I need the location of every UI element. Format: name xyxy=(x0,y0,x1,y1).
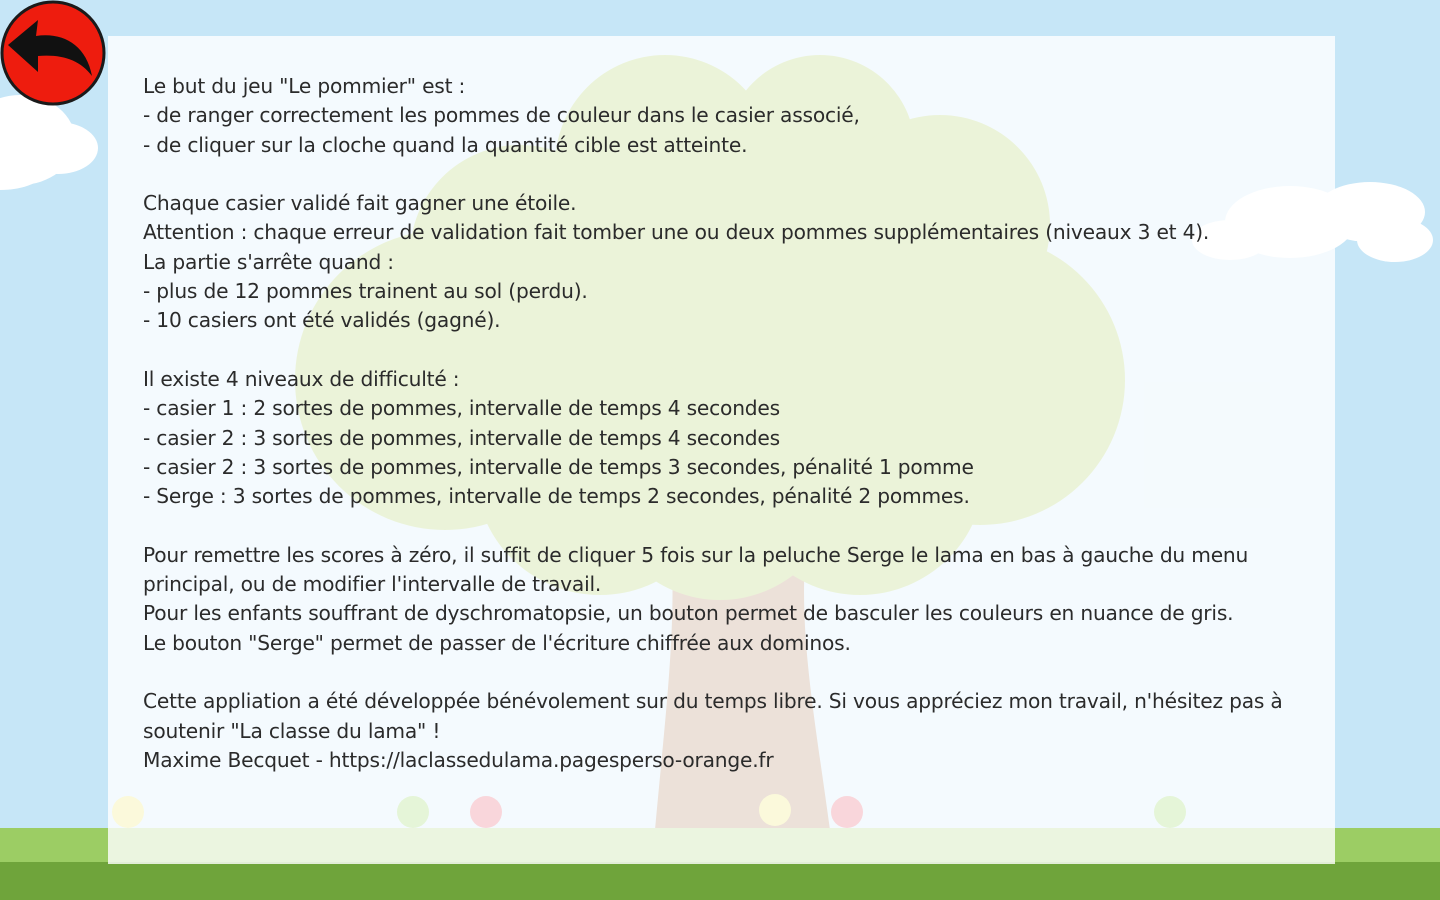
help-line: - casier 1 : 2 sortes de pommes, intervalle de temps 4 secondes xyxy=(143,396,780,421)
help-line: Le bouton "Serge" permet de passer de l'écriture chiffrée aux dominos. xyxy=(143,630,851,655)
help-line: Attention : chaque erreur de validation fait tomber une ou deux pommes supplémentaires (niveaux 3 et 4). xyxy=(143,220,1210,245)
help-line: - casier 2 : 3 sortes de pommes, intervalle de temps 4 secondes xyxy=(143,425,780,450)
help-line: - de cliquer sur la cloche quand la quantité cible est atteinte. xyxy=(143,132,748,157)
help-line: - de ranger correctement les pommes de couleur dans le casier associé, xyxy=(143,103,860,128)
help-text xyxy=(143,72,1303,775)
help-line: Pour les enfants souffrant de dyschromatopsie, un bouton permet de basculer les couleurs en nuance de gris. xyxy=(143,601,1234,626)
help-blank-line xyxy=(143,336,1303,365)
help-blank-line xyxy=(143,511,1303,540)
cloud-left xyxy=(0,95,98,190)
grass-strip-dark xyxy=(0,862,1440,900)
help-blank-line xyxy=(143,160,1303,189)
back-button[interactable] xyxy=(0,0,106,106)
help-line: - Serge : 3 sortes de pommes, intervalle de temps 2 secondes, pénalité 2 pommes. xyxy=(143,484,970,509)
help-line: Cette appliation a été développée bénévolement sur du temps libre. Si vous appréciez mon travail, n'hésitez pas à soutenir "La classe du lama" ! xyxy=(143,689,1283,743)
help-line: Le but du jeu "Le pommier" est : xyxy=(143,74,466,98)
help-line: Pour remettre les scores à zéro, il suffit de cliquer 5 fois sur la peluche Serge le lama en bas à gauche du menu principal, ou de modifier l'intervalle de travail. xyxy=(143,542,1249,597)
help-line: Chaque casier validé fait gagner une étoile. xyxy=(143,191,577,216)
help-line: - 10 casiers ont été validés (gagné). xyxy=(143,308,501,333)
help-line: La partie s'arrête quand : xyxy=(143,249,394,274)
undo-arrow-icon xyxy=(0,0,106,106)
help-line: Il existe 4 niveaux de difficulté : xyxy=(143,366,460,391)
help-line: Maxime Becquet - https://laclassedulama.pagesperso-orange.fr xyxy=(143,747,774,772)
help-line: - plus de 12 pommes trainent au sol (perdu). xyxy=(143,279,588,304)
help-line: - casier 2 : 3 sortes de pommes, intervalle de temps 3 secondes, pénalité 1 pomme xyxy=(143,454,974,479)
help-blank-line xyxy=(143,658,1303,687)
